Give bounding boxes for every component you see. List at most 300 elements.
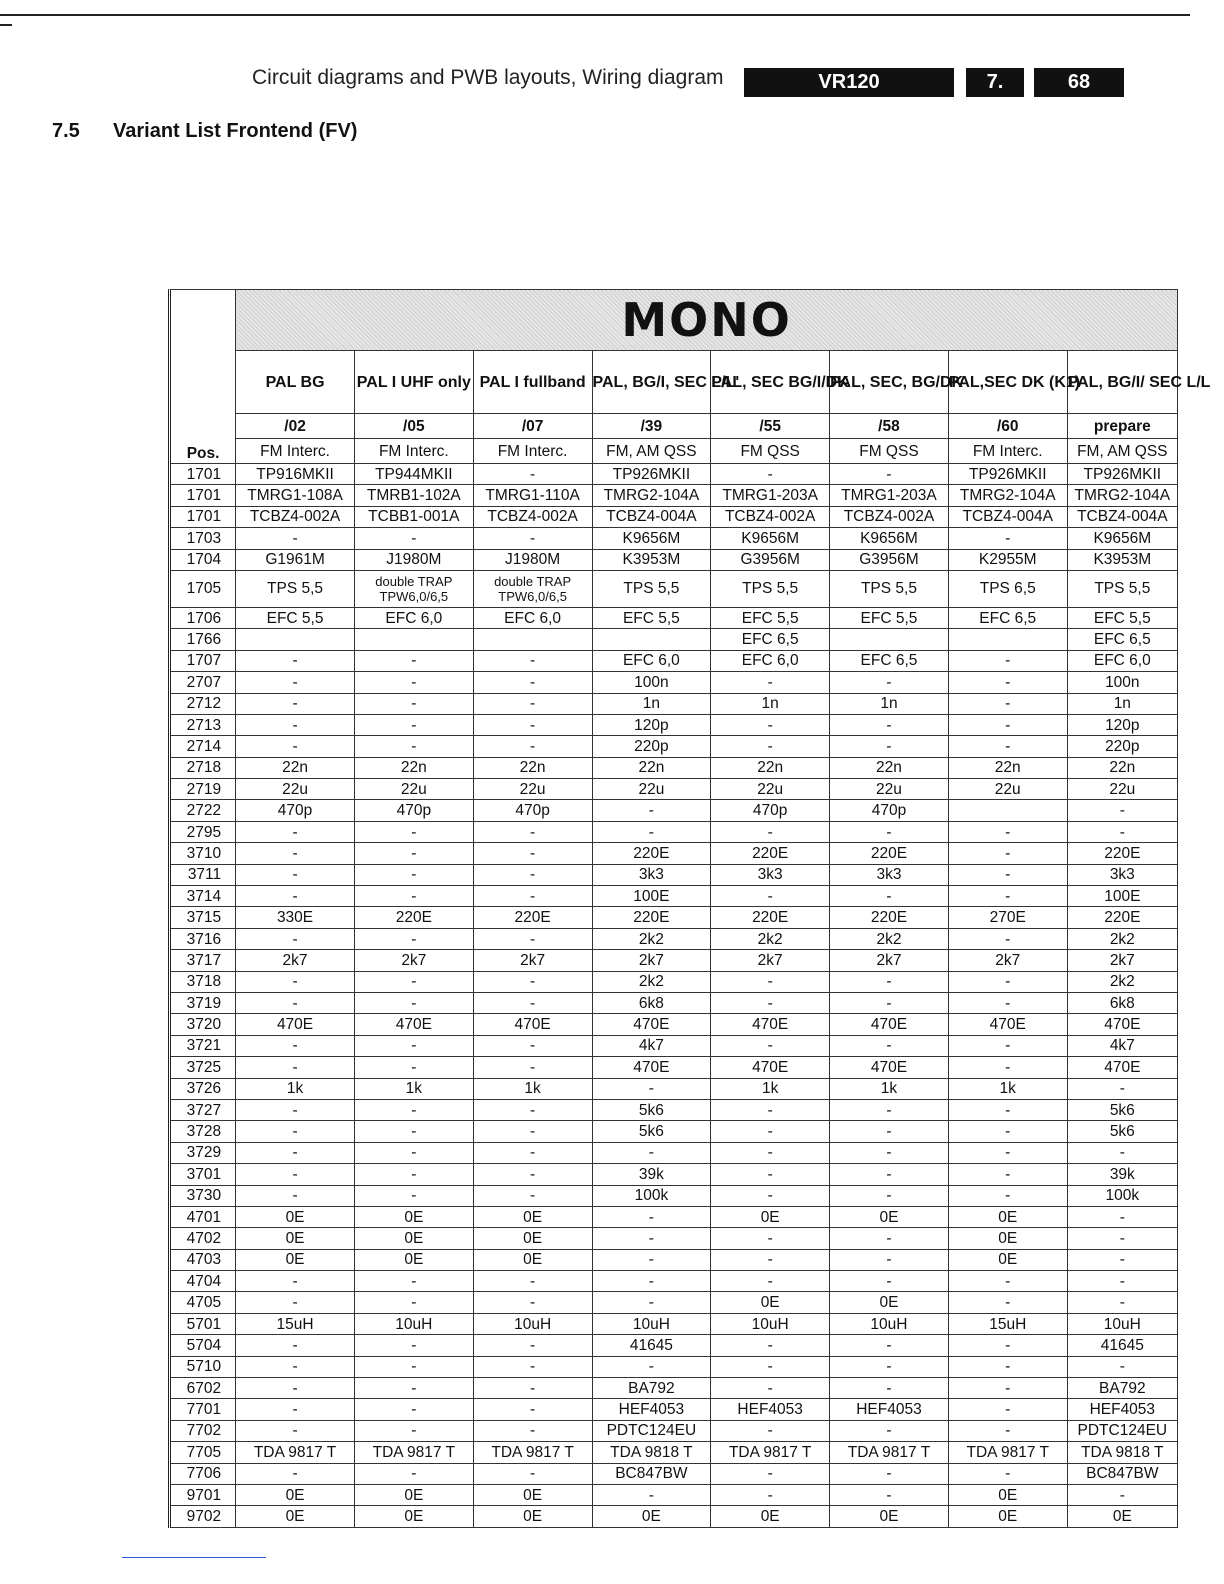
pos-cell: 3727 [170, 1099, 236, 1120]
value-cell: - [354, 1420, 473, 1441]
value-cell: HEF4053 [711, 1399, 830, 1420]
value-cell: 470E [592, 1057, 711, 1078]
value-cell: - [236, 650, 355, 671]
pos-cell: 9702 [170, 1506, 236, 1527]
pos-cell: 2719 [170, 779, 236, 800]
value-cell: 39k [1067, 1164, 1177, 1185]
value-cell: 220E [473, 907, 592, 928]
value-cell: 2k2 [592, 971, 711, 992]
value-cell: 470p [236, 800, 355, 821]
value-cell: TDA 9817 T [711, 1442, 830, 1463]
value-cell: - [236, 886, 355, 907]
value-cell: - [948, 714, 1067, 735]
value-cell: 1n [830, 693, 949, 714]
value-cell: - [592, 1484, 711, 1505]
value-cell: 220E [711, 907, 830, 928]
value-cell: - [830, 464, 949, 485]
pos-cell: 1706 [170, 607, 236, 628]
value-cell: 10uH [711, 1313, 830, 1334]
value-cell: TPS 5,5 [830, 570, 949, 607]
value-cell: - [354, 1142, 473, 1163]
value-cell: 5k6 [1067, 1099, 1177, 1120]
value-cell: - [711, 1484, 830, 1505]
pos-cell: 3711 [170, 864, 236, 885]
value-cell: - [354, 528, 473, 549]
value-cell: 220E [830, 907, 949, 928]
table-row [170, 570, 1178, 607]
value-cell: 0E [1067, 1506, 1177, 1527]
table-row [170, 1142, 1178, 1163]
value-cell: - [354, 736, 473, 757]
value-cell [830, 629, 949, 650]
value-cell: 0E [473, 1228, 592, 1249]
page-number: 68 [1034, 68, 1124, 97]
value-cell: K9656M [592, 528, 711, 549]
pos-cell: 1701 [170, 464, 236, 485]
value-cell: 0E [236, 1228, 355, 1249]
value-cell: TP926MKII [1067, 464, 1177, 485]
value-cell: TMRG2-104A [948, 485, 1067, 506]
pos-cell: 2795 [170, 821, 236, 842]
table-row [170, 1313, 1178, 1334]
pos-cell: 4703 [170, 1249, 236, 1270]
table-row [170, 506, 1178, 527]
pos-cell: 2713 [170, 714, 236, 735]
value-cell: - [236, 1185, 355, 1206]
value-cell: - [1067, 1078, 1177, 1099]
value-cell: - [948, 1164, 1067, 1185]
value-cell: - [1067, 1206, 1177, 1227]
value-cell: - [354, 1099, 473, 1120]
value-cell: - [354, 1399, 473, 1420]
value-cell: 2k7 [948, 950, 1067, 971]
value-cell: 470E [354, 1014, 473, 1035]
value-cell: 22u [473, 779, 592, 800]
value-cell: 22u [1067, 779, 1177, 800]
pos-cell: 3701 [170, 1164, 236, 1185]
value-cell: - [948, 1399, 1067, 1420]
value-cell: K9656M [711, 528, 830, 549]
value-cell: - [948, 1099, 1067, 1120]
value-cell: - [473, 1271, 592, 1292]
value-cell: - [473, 650, 592, 671]
value-cell: - [830, 1335, 949, 1356]
pos-cell: 3719 [170, 992, 236, 1013]
pos-cell: 3710 [170, 843, 236, 864]
value-cell: - [830, 971, 949, 992]
value-cell: - [236, 843, 355, 864]
value-cell: - [830, 1249, 949, 1270]
value-cell: 41645 [592, 1335, 711, 1356]
value-cell: - [711, 1035, 830, 1056]
value-cell: - [948, 1185, 1067, 1206]
value-cell: 100E [592, 886, 711, 907]
value-cell: - [948, 650, 1067, 671]
pos-cell: 3717 [170, 950, 236, 971]
value-cell: 22u [830, 779, 949, 800]
table-row [170, 1035, 1178, 1056]
value-cell: - [1067, 1271, 1177, 1292]
value-cell: - [236, 1420, 355, 1441]
table-row [170, 1228, 1178, 1249]
value-cell: - [473, 1463, 592, 1484]
pos-cell: 7705 [170, 1442, 236, 1463]
value-cell: TCBZ4-002A [711, 506, 830, 527]
value-cell: EFC 5,5 [236, 607, 355, 628]
value-cell: - [711, 886, 830, 907]
pos-cell: 1701 [170, 485, 236, 506]
value-cell: 22n [354, 757, 473, 778]
value-cell: 470p [830, 800, 949, 821]
value-cell: 100E [1067, 886, 1177, 907]
value-cell: - [473, 1356, 592, 1377]
value-cell: - [711, 736, 830, 757]
value-cell: 1k [236, 1078, 355, 1099]
value-cell: 0E [711, 1206, 830, 1227]
value-cell: 220E [1067, 907, 1177, 928]
value-cell: J1980M [354, 549, 473, 570]
value-cell: - [473, 843, 592, 864]
table-row [170, 1356, 1178, 1377]
value-cell: - [711, 714, 830, 735]
variant-name: PAL I UHF only [354, 351, 473, 414]
value-cell: - [830, 736, 949, 757]
value-cell: 2k2 [1067, 928, 1177, 949]
value-cell: - [354, 672, 473, 693]
value-cell: TMRG2-104A [1067, 485, 1177, 506]
pos-cell: 3716 [170, 928, 236, 949]
variant-feature: FM Interc. [473, 439, 592, 464]
header-title: Circuit diagrams and PWB layouts, Wiring diagram [252, 66, 724, 89]
value-cell: EFC 5,5 [830, 607, 949, 628]
value-cell: - [948, 821, 1067, 842]
value-cell: 100k [1067, 1185, 1177, 1206]
value-cell: - [236, 971, 355, 992]
variant-code: /39 [592, 414, 711, 439]
pos-cell: 3726 [170, 1078, 236, 1099]
variant-feature: FM, AM QSS [592, 439, 711, 464]
value-cell: 0E [592, 1506, 711, 1527]
value-cell: - [473, 714, 592, 735]
value-cell: - [473, 1335, 592, 1356]
value-cell: 0E [473, 1484, 592, 1505]
value-cell: 100k [592, 1185, 711, 1206]
value-cell: - [236, 1356, 355, 1377]
pos-cell: 6702 [170, 1378, 236, 1399]
value-cell: - [1067, 1228, 1177, 1249]
value-cell: TMRB1-102A [354, 485, 473, 506]
value-cell: - [473, 1099, 592, 1120]
value-cell: TPS 6,5 [948, 570, 1067, 607]
value-cell: - [354, 1057, 473, 1078]
value-cell: TPS 5,5 [711, 570, 830, 607]
value-cell: 10uH [830, 1313, 949, 1334]
table-row [170, 1249, 1178, 1270]
value-cell: - [473, 672, 592, 693]
value-cell: EFC 5,5 [592, 607, 711, 628]
table-row [170, 1506, 1178, 1527]
value-cell: 22n [473, 757, 592, 778]
value-cell: TDA 9817 T [473, 1442, 592, 1463]
value-cell: TMRG1-108A [236, 485, 355, 506]
variant-code: /02 [236, 414, 355, 439]
value-cell: 470E [948, 1014, 1067, 1035]
value-cell: - [948, 1121, 1067, 1142]
value-cell: - [473, 1185, 592, 1206]
value-cell: 470E [1067, 1057, 1177, 1078]
value-cell: - [948, 1057, 1067, 1078]
value-cell: - [830, 672, 949, 693]
value-cell: TDA 9818 T [592, 1442, 711, 1463]
section-number: 7.5 [52, 120, 80, 142]
value-cell: - [354, 714, 473, 735]
value-cell: - [354, 1185, 473, 1206]
value-cell: - [711, 821, 830, 842]
value-cell: double TRAP TPW6,0/6,5 [473, 570, 592, 607]
value-cell: G3956M [711, 549, 830, 570]
table-row [170, 1442, 1178, 1463]
variant-code: /07 [473, 414, 592, 439]
table-row [170, 1099, 1178, 1120]
value-cell: TCBZ4-002A [236, 506, 355, 527]
variant-feature: FM Interc. [354, 439, 473, 464]
variant-code: /05 [354, 414, 473, 439]
value-cell: - [830, 1228, 949, 1249]
value-cell: - [711, 971, 830, 992]
variant-name: PAL, SEC BG/I/DK [711, 351, 830, 414]
table-row [170, 736, 1178, 757]
value-cell: 1n [592, 693, 711, 714]
value-cell: - [948, 864, 1067, 885]
value-cell: - [830, 714, 949, 735]
value-cell: 470E [830, 1014, 949, 1035]
value-cell: TCBB1-001A [354, 506, 473, 527]
value-cell: - [1067, 1249, 1177, 1270]
value-cell: - [236, 736, 355, 757]
value-cell: - [473, 1142, 592, 1163]
value-cell: 0E [830, 1506, 949, 1527]
value-cell: 22n [1067, 757, 1177, 778]
value-cell: - [236, 693, 355, 714]
pos-cell: 9701 [170, 1484, 236, 1505]
value-cell: - [1067, 1484, 1177, 1505]
value-cell: - [354, 1271, 473, 1292]
value-cell: 0E [354, 1484, 473, 1505]
table-row [170, 1078, 1178, 1099]
value-cell: TCBZ4-004A [948, 506, 1067, 527]
value-cell: - [354, 1378, 473, 1399]
value-cell: HEF4053 [592, 1399, 711, 1420]
variant-name: PAL, BG/I/ SEC L/L [1067, 351, 1177, 414]
value-cell: 1n [1067, 693, 1177, 714]
value-cell: - [830, 1463, 949, 1484]
value-cell: 15uH [948, 1313, 1067, 1334]
value-cell: - [236, 714, 355, 735]
value-cell: - [830, 1420, 949, 1441]
pos-cell: 1705 [170, 570, 236, 607]
value-cell: - [592, 1249, 711, 1270]
value-cell: - [592, 1078, 711, 1099]
value-cell: 2k2 [592, 928, 711, 949]
value-cell: - [830, 1142, 949, 1163]
value-cell: TCBZ4-002A [473, 506, 592, 527]
value-cell: 0E [236, 1206, 355, 1227]
value-cell: TMRG2-104A [592, 485, 711, 506]
value-cell: 2k2 [711, 928, 830, 949]
pos-cell: 5704 [170, 1335, 236, 1356]
table-row [170, 485, 1178, 506]
value-cell: 2k7 [1067, 950, 1177, 971]
margin-mark [122, 1557, 266, 1558]
pos-cell: 4702 [170, 1228, 236, 1249]
value-cell: - [236, 1164, 355, 1185]
value-cell: TP944MKII [354, 464, 473, 485]
value-cell: TP926MKII [592, 464, 711, 485]
value-cell: 470p [711, 800, 830, 821]
value-cell: - [592, 1142, 711, 1163]
pos-cell: 3715 [170, 907, 236, 928]
pos-cell: 4701 [170, 1206, 236, 1227]
pos-cell: 3728 [170, 1121, 236, 1142]
value-cell: PDTC124EU [592, 1420, 711, 1441]
value-cell: 220p [592, 736, 711, 757]
value-cell: K3953M [592, 549, 711, 570]
value-cell: - [236, 1463, 355, 1484]
value-cell: K2955M [948, 549, 1067, 570]
table-row [170, 843, 1178, 864]
value-cell: 10uH [473, 1313, 592, 1334]
value-cell: - [473, 464, 592, 485]
value-cell: 1k [354, 1078, 473, 1099]
value-cell: TCBZ4-002A [830, 506, 949, 527]
value-cell: 0E [830, 1292, 949, 1313]
value-cell: K9656M [830, 528, 949, 549]
value-cell: 470E [236, 1014, 355, 1035]
value-cell: 22u [592, 779, 711, 800]
table-row [170, 1463, 1178, 1484]
value-cell: TDA 9818 T [1067, 1442, 1177, 1463]
table-row [170, 1484, 1178, 1505]
value-cell: 220E [592, 907, 711, 928]
value-cell: - [711, 672, 830, 693]
pos-cell: 2722 [170, 800, 236, 821]
value-cell: 0E [473, 1249, 592, 1270]
variant-name: PAL BG [236, 351, 355, 414]
value-cell: - [711, 1121, 830, 1142]
table-row [170, 779, 1178, 800]
value-cell: 100n [592, 672, 711, 693]
table-row [170, 464, 1178, 485]
value-cell: - [830, 1185, 949, 1206]
value-cell: 22u [354, 779, 473, 800]
value-cell: EFC 5,5 [711, 607, 830, 628]
value-cell: EFC 6,0 [592, 650, 711, 671]
value-cell: - [236, 1099, 355, 1120]
value-cell: - [948, 1142, 1067, 1163]
value-cell: - [236, 528, 355, 549]
value-cell: - [830, 1121, 949, 1142]
value-cell: - [711, 1335, 830, 1356]
variant-feature: FM QSS [711, 439, 830, 464]
table-row [170, 886, 1178, 907]
value-cell: - [592, 1356, 711, 1377]
table-row [170, 928, 1178, 949]
value-cell: - [354, 821, 473, 842]
variant-code: /58 [830, 414, 949, 439]
value-cell: BC847BW [592, 1463, 711, 1484]
value-cell: - [711, 1185, 830, 1206]
section-title: Variant List Frontend (FV) [113, 120, 358, 142]
value-cell: - [948, 886, 1067, 907]
value-cell: 470E [711, 1014, 830, 1035]
value-cell: - [354, 1121, 473, 1142]
value-cell [592, 629, 711, 650]
table-row [170, 1206, 1178, 1227]
value-cell: - [354, 693, 473, 714]
value-cell: - [473, 971, 592, 992]
value-cell: - [354, 864, 473, 885]
value-cell: - [1067, 1142, 1177, 1163]
table-row [170, 629, 1178, 650]
table-row [170, 528, 1178, 549]
table-row [170, 1399, 1178, 1420]
table-row [170, 693, 1178, 714]
value-cell: - [830, 1378, 949, 1399]
pos-header-spacer [170, 290, 236, 464]
value-cell: 270E [948, 907, 1067, 928]
value-cell: 120p [1067, 714, 1177, 735]
top-rule [0, 14, 1190, 16]
table-row [170, 1014, 1178, 1035]
value-cell: 39k [592, 1164, 711, 1185]
value-cell: 0E [948, 1484, 1067, 1505]
value-cell: HEF4053 [830, 1399, 949, 1420]
value-cell: 2k7 [473, 950, 592, 971]
value-cell: - [1067, 821, 1177, 842]
value-cell: - [473, 1035, 592, 1056]
value-cell: EFC 6,0 [711, 650, 830, 671]
pos-cell: 1701 [170, 506, 236, 527]
value-cell [236, 629, 355, 650]
value-cell: - [948, 1356, 1067, 1377]
value-cell: TCBZ4-004A [592, 506, 711, 527]
value-cell: BC847BW [1067, 1463, 1177, 1484]
value-cell: 0E [236, 1249, 355, 1270]
value-cell: - [711, 1164, 830, 1185]
value-cell: 220E [592, 843, 711, 864]
table-row [170, 1292, 1178, 1313]
value-cell: 100n [1067, 672, 1177, 693]
table-row [170, 757, 1178, 778]
value-cell: 0E [354, 1506, 473, 1527]
pos-cell: 3718 [170, 971, 236, 992]
value-cell: - [711, 1099, 830, 1120]
value-cell: - [354, 650, 473, 671]
pos-cell: 7706 [170, 1463, 236, 1484]
pos-cell: 4705 [170, 1292, 236, 1313]
value-cell [948, 629, 1067, 650]
value-cell: 470E [1067, 1014, 1177, 1035]
value-cell [948, 800, 1067, 821]
value-cell: - [948, 672, 1067, 693]
value-cell: - [236, 1271, 355, 1292]
value-cell: 3k3 [592, 864, 711, 885]
value-cell: K9656M [1067, 528, 1177, 549]
value-cell: TMRG1-203A [711, 485, 830, 506]
value-cell: 0E [948, 1506, 1067, 1527]
pos-cell: 7701 [170, 1399, 236, 1420]
value-cell: - [236, 1142, 355, 1163]
